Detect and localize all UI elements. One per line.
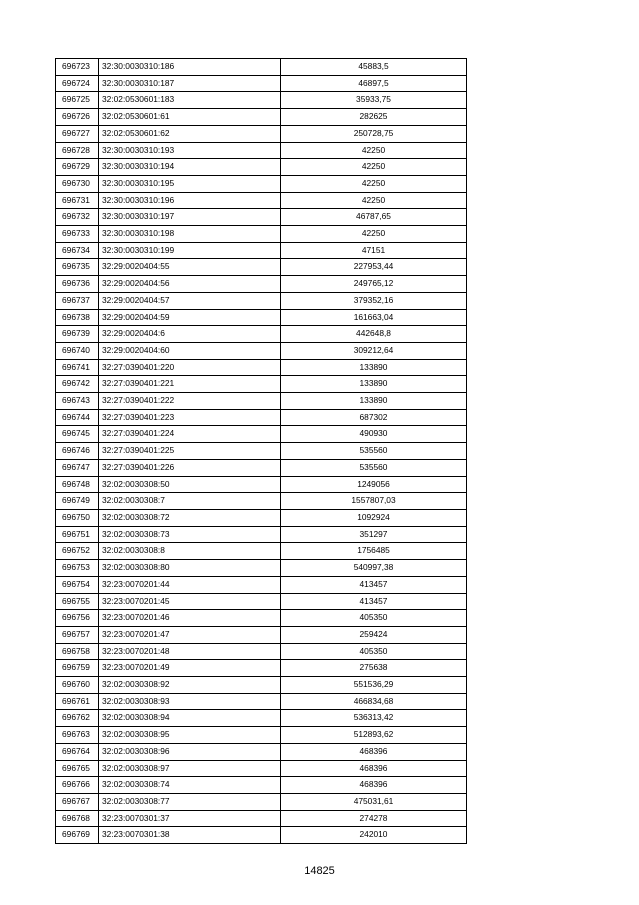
row-id-cell: 696763 [56, 727, 99, 744]
cadastral-number-cell: 32:02:0030308:92 [99, 677, 281, 694]
table-row [56, 777, 467, 794]
table-row [56, 793, 467, 810]
cadastral-number-cell: 32:27:0390401:223 [99, 409, 281, 426]
cadastral-number-cell: 32:02:0030308:7 [99, 493, 281, 510]
value-cell: 512893,62 [281, 727, 467, 744]
cadastral-number-cell: 32:29:0020404:59 [99, 309, 281, 326]
value-cell: 413457 [281, 593, 467, 610]
value-cell: 405350 [281, 643, 467, 660]
table-row [56, 626, 467, 643]
row-id-cell: 696759 [56, 660, 99, 677]
value-cell: 405350 [281, 610, 467, 627]
row-id-cell: 696724 [56, 75, 99, 92]
cadastral-number-cell: 32:23:0070201:47 [99, 626, 281, 643]
table-row [56, 125, 467, 142]
row-id-cell: 696725 [56, 92, 99, 109]
value-cell: 45883,5 [281, 59, 467, 76]
value-cell: 535560 [281, 459, 467, 476]
cadastral-number-cell: 32:30:0030310:196 [99, 192, 281, 209]
row-id-cell: 696729 [56, 159, 99, 176]
table-row [56, 743, 467, 760]
cadastral-number-cell: 32:30:0030310:194 [99, 159, 281, 176]
value-cell: 1557807,03 [281, 493, 467, 510]
row-id-cell: 696756 [56, 610, 99, 627]
row-id-cell: 696740 [56, 342, 99, 359]
table-row [56, 75, 467, 92]
table-row [56, 526, 467, 543]
cadastral-number-cell: 32:30:0030310:195 [99, 175, 281, 192]
cadastral-number-cell: 32:02:0030308:96 [99, 743, 281, 760]
table-row [56, 409, 467, 426]
table-row [56, 426, 467, 443]
value-cell: 551536,29 [281, 677, 467, 694]
row-id-cell: 696743 [56, 393, 99, 410]
cadastral-number-cell: 32:02:0530601:62 [99, 125, 281, 142]
table-row [56, 226, 467, 243]
table-row [56, 459, 467, 476]
value-cell: 535560 [281, 443, 467, 460]
value-cell: 413457 [281, 576, 467, 593]
value-cell: 351297 [281, 526, 467, 543]
table-row [56, 376, 467, 393]
row-id-cell: 696764 [56, 743, 99, 760]
table-row [56, 509, 467, 526]
value-cell: 442648,8 [281, 326, 467, 343]
table-row [56, 576, 467, 593]
value-cell: 282625 [281, 109, 467, 126]
value-cell: 133890 [281, 376, 467, 393]
row-id-cell: 696748 [56, 476, 99, 493]
value-cell: 490930 [281, 426, 467, 443]
cadastral-number-cell: 32:02:0030308:93 [99, 693, 281, 710]
row-id-cell: 696731 [56, 192, 99, 209]
row-id-cell: 696757 [56, 626, 99, 643]
cadastral-number-cell: 32:30:0030310:197 [99, 209, 281, 226]
table-row [56, 810, 467, 827]
row-id-cell: 696761 [56, 693, 99, 710]
row-id-cell: 696768 [56, 810, 99, 827]
value-cell: 468396 [281, 777, 467, 794]
cadastral-number-cell: 32:27:0390401:222 [99, 393, 281, 410]
cadastral-number-cell: 32:27:0390401:224 [99, 426, 281, 443]
cadastral-number-cell: 32:29:0020404:60 [99, 342, 281, 359]
row-id-cell: 696723 [56, 59, 99, 76]
value-cell: 466834,68 [281, 693, 467, 710]
cadastral-number-cell: 32:02:0030308:72 [99, 509, 281, 526]
value-cell: 475031,61 [281, 793, 467, 810]
cadastral-number-cell: 32:30:0030310:186 [99, 59, 281, 76]
row-id-cell: 696745 [56, 426, 99, 443]
cadastral-number-cell: 32:23:0070201:45 [99, 593, 281, 610]
row-id-cell: 696742 [56, 376, 99, 393]
row-id-cell: 696739 [56, 326, 99, 343]
cadastral-number-cell: 32:29:0020404:55 [99, 259, 281, 276]
cadastral-number-cell: 32:02:0030308:50 [99, 476, 281, 493]
cadastral-number-cell: 32:23:0070301:37 [99, 810, 281, 827]
cadastral-number-cell: 32:27:0390401:225 [99, 443, 281, 460]
table-row [56, 727, 467, 744]
table-row [56, 710, 467, 727]
table-row [56, 560, 467, 577]
value-cell: 274278 [281, 810, 467, 827]
value-cell: 42250 [281, 175, 467, 192]
row-id-cell: 696754 [56, 576, 99, 593]
cadastral-number-cell: 32:23:0070201:48 [99, 643, 281, 660]
row-id-cell: 696758 [56, 643, 99, 660]
cadastral-number-cell: 32:29:0020404:57 [99, 292, 281, 309]
row-id-cell: 696741 [56, 359, 99, 376]
row-id-cell: 696753 [56, 560, 99, 577]
table-row [56, 593, 467, 610]
row-id-cell: 696752 [56, 543, 99, 560]
value-cell: 42250 [281, 159, 467, 176]
row-id-cell: 696730 [56, 175, 99, 192]
row-id-cell: 696767 [56, 793, 99, 810]
row-id-cell: 696769 [56, 827, 99, 844]
table-row [56, 192, 467, 209]
table-row [56, 209, 467, 226]
table-row [56, 276, 467, 293]
cadastral-number-cell: 32:02:0030308:73 [99, 526, 281, 543]
value-cell: 250728,75 [281, 125, 467, 142]
table-row [56, 142, 467, 159]
cadastral-number-cell: 32:02:0030308:77 [99, 793, 281, 810]
row-id-cell: 696765 [56, 760, 99, 777]
cadastral-number-cell: 32:27:0390401:221 [99, 376, 281, 393]
table-row [56, 359, 467, 376]
value-cell: 227953,44 [281, 259, 467, 276]
cadastral-number-cell: 32:02:0030308:94 [99, 710, 281, 727]
value-cell: 1092924 [281, 509, 467, 526]
value-cell: 133890 [281, 359, 467, 376]
value-cell: 1249056 [281, 476, 467, 493]
cadastral-number-cell: 32:02:0030308:8 [99, 543, 281, 560]
cadastral-number-cell: 32:30:0030310:199 [99, 242, 281, 259]
value-cell: 309212,64 [281, 342, 467, 359]
table-row [56, 660, 467, 677]
cadastral-number-cell: 32:30:0030310:187 [99, 75, 281, 92]
table-row [56, 443, 467, 460]
value-cell: 42250 [281, 142, 467, 159]
table-row [56, 643, 467, 660]
row-id-cell: 696747 [56, 459, 99, 476]
value-cell: 133890 [281, 393, 467, 410]
value-cell: 47151 [281, 242, 467, 259]
cadastral-number-cell: 32:23:0070201:49 [99, 660, 281, 677]
table-row [56, 760, 467, 777]
row-id-cell: 696744 [56, 409, 99, 426]
value-cell: 242010 [281, 827, 467, 844]
cadastral-number-cell: 32:23:0070301:38 [99, 827, 281, 844]
table-row [56, 159, 467, 176]
row-id-cell: 696733 [56, 226, 99, 243]
cadastral-number-cell: 32:02:0530601:183 [99, 92, 281, 109]
value-cell: 275638 [281, 660, 467, 677]
cadastral-number-cell: 32:27:0390401:226 [99, 459, 281, 476]
value-cell: 687302 [281, 409, 467, 426]
table-row [56, 109, 467, 126]
row-id-cell: 696736 [56, 276, 99, 293]
table-row [56, 476, 467, 493]
cadastral-number-cell: 32:02:0030308:80 [99, 560, 281, 577]
table-row [56, 393, 467, 410]
table-row [56, 259, 467, 276]
value-cell: 540997,38 [281, 560, 467, 577]
cadastral-number-cell: 32:30:0030310:193 [99, 142, 281, 159]
table-row [56, 326, 467, 343]
table-row [56, 342, 467, 359]
table-row [56, 309, 467, 326]
row-id-cell: 696766 [56, 777, 99, 794]
value-cell: 468396 [281, 743, 467, 760]
row-id-cell: 696749 [56, 493, 99, 510]
value-cell: 161663,04 [281, 309, 467, 326]
cadastral-number-cell: 32:29:0020404:6 [99, 326, 281, 343]
row-id-cell: 696727 [56, 125, 99, 142]
table-row [56, 543, 467, 560]
data-table [55, 58, 467, 844]
table-row [56, 292, 467, 309]
table-row [56, 175, 467, 192]
value-cell: 249765,12 [281, 276, 467, 293]
row-id-cell: 696732 [56, 209, 99, 226]
row-id-cell: 696760 [56, 677, 99, 694]
value-cell: 468396 [281, 760, 467, 777]
value-cell: 379352,16 [281, 292, 467, 309]
value-cell: 536313,42 [281, 710, 467, 727]
table-row [56, 92, 467, 109]
table-row [56, 59, 467, 76]
table-row [56, 827, 467, 844]
page-number: 14825 [304, 865, 335, 877]
table-row [56, 677, 467, 694]
table-row [56, 242, 467, 259]
row-id-cell: 696751 [56, 526, 99, 543]
table-row [56, 493, 467, 510]
row-id-cell: 696738 [56, 309, 99, 326]
cadastral-number-cell: 32:27:0390401:220 [99, 359, 281, 376]
table-body [56, 59, 467, 844]
value-cell: 1756485 [281, 543, 467, 560]
row-id-cell: 696746 [56, 443, 99, 460]
value-cell: 42250 [281, 192, 467, 209]
value-cell: 42250 [281, 226, 467, 243]
row-id-cell: 696734 [56, 242, 99, 259]
value-cell: 259424 [281, 626, 467, 643]
cadastral-number-cell: 32:02:0030308:97 [99, 760, 281, 777]
row-id-cell: 696728 [56, 142, 99, 159]
row-id-cell: 696735 [56, 259, 99, 276]
table-row [56, 610, 467, 627]
cadastral-number-cell: 32:02:0030308:95 [99, 727, 281, 744]
value-cell: 35933,75 [281, 92, 467, 109]
cadastral-number-cell: 32:30:0030310:198 [99, 226, 281, 243]
row-id-cell: 696726 [56, 109, 99, 126]
row-id-cell: 696762 [56, 710, 99, 727]
cadastral-number-cell: 32:29:0020404:56 [99, 276, 281, 293]
row-id-cell: 696737 [56, 292, 99, 309]
value-cell: 46787,65 [281, 209, 467, 226]
cadastral-number-cell: 32:23:0070201:44 [99, 576, 281, 593]
cadastral-number-cell: 32:02:0030308:74 [99, 777, 281, 794]
row-id-cell: 696755 [56, 593, 99, 610]
table-row [56, 693, 467, 710]
cadastral-number-cell: 32:02:0530601:61 [99, 109, 281, 126]
cadastral-number-cell: 32:23:0070201:46 [99, 610, 281, 627]
row-id-cell: 696750 [56, 509, 99, 526]
value-cell: 46897,5 [281, 75, 467, 92]
